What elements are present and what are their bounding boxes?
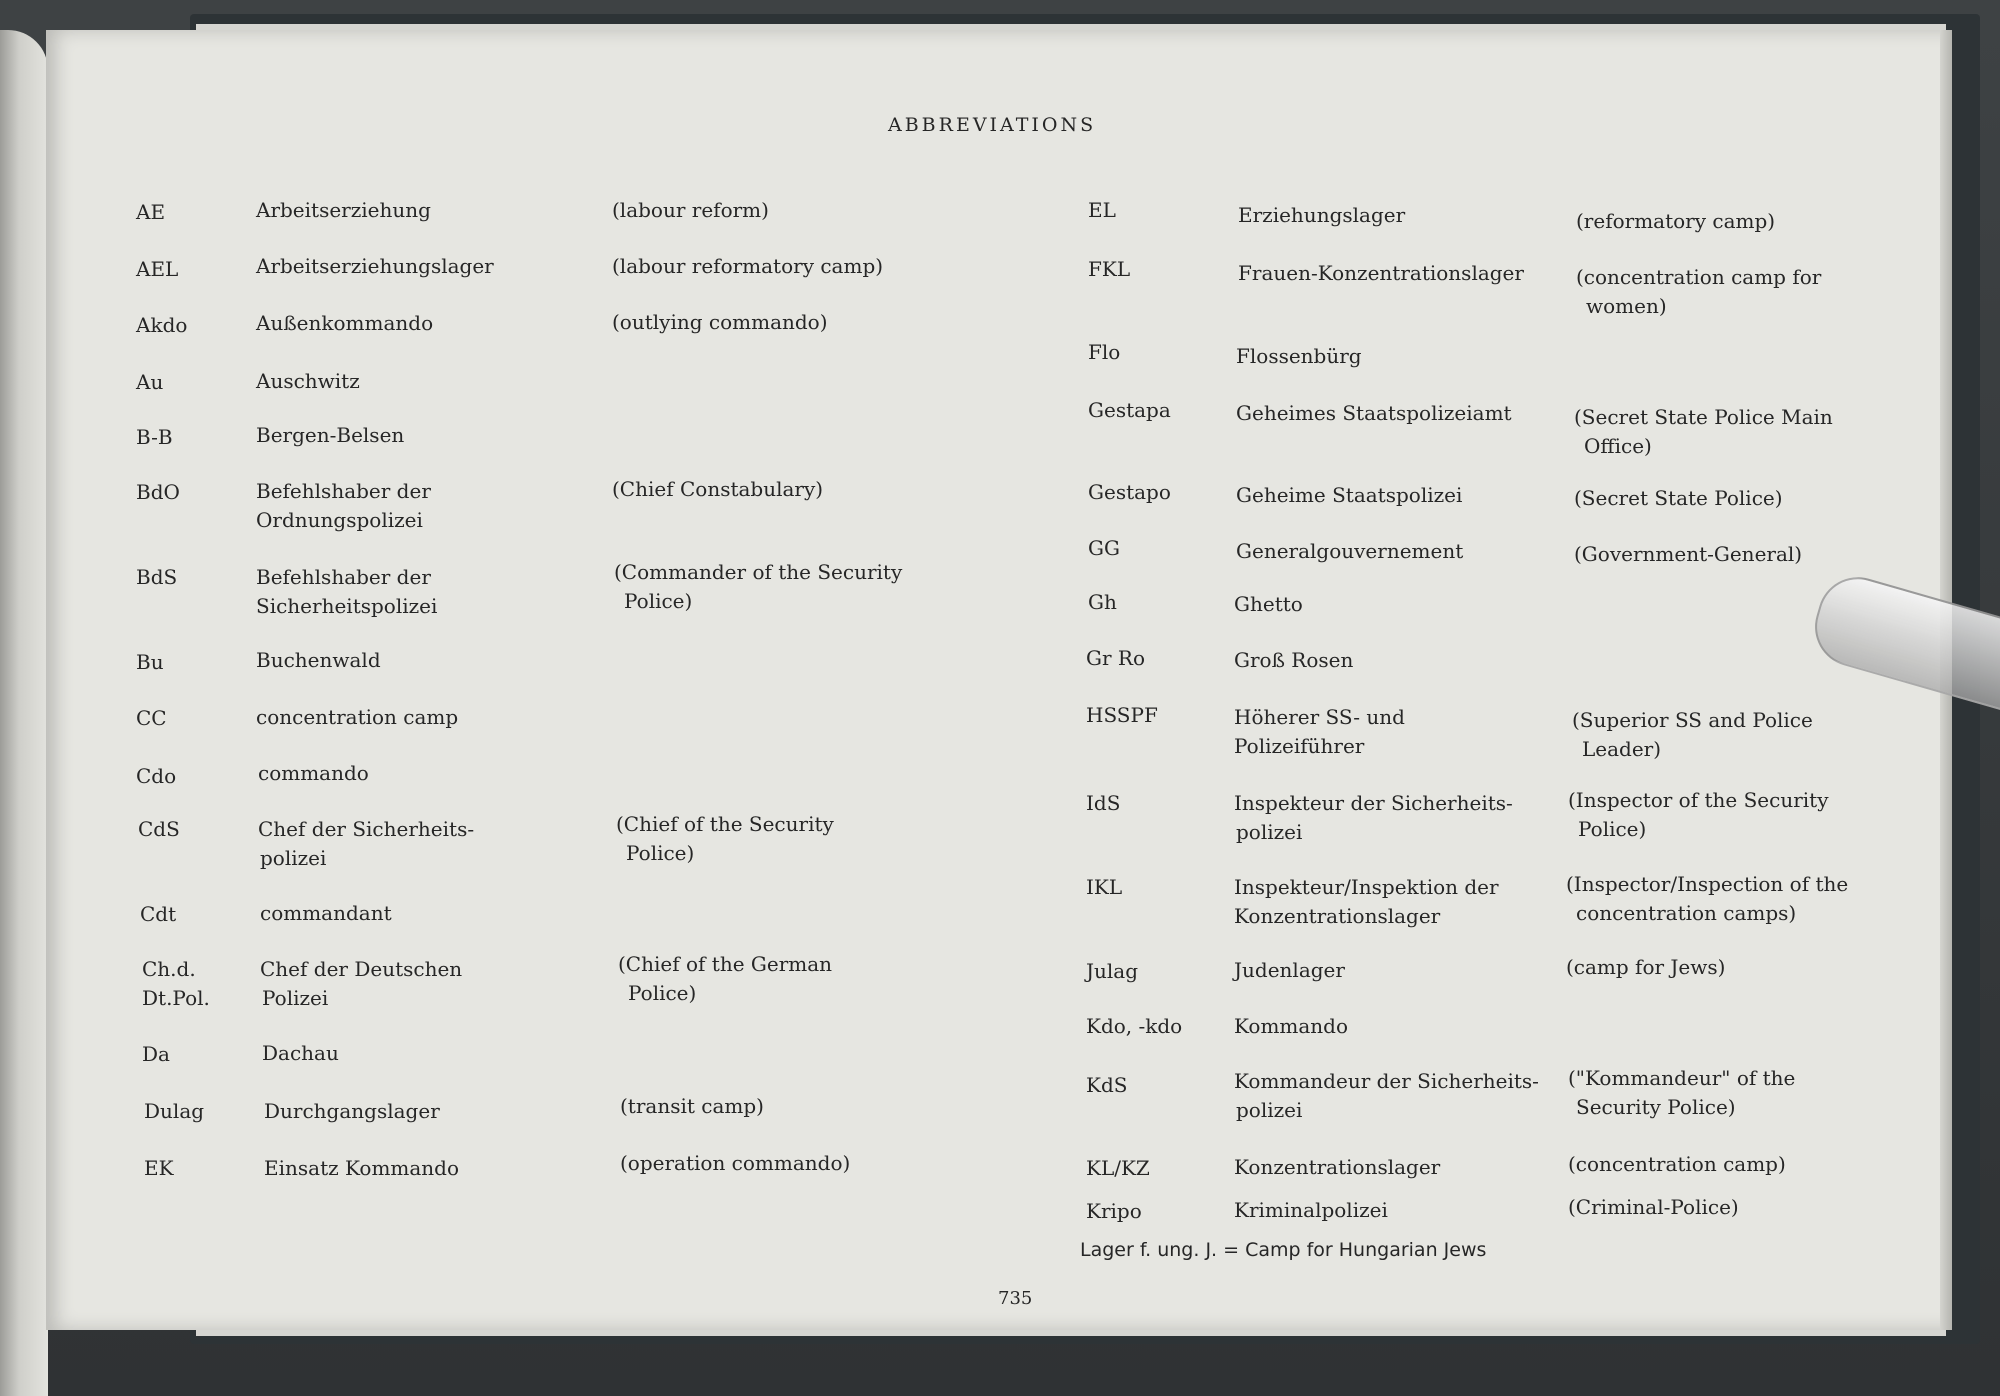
abbr-gestapo: Gestapo <box>1088 480 1171 504</box>
english-ikl-1: (Inspector/Inspection of the <box>1566 872 1849 896</box>
german-ek: Einsatz Kommando <box>264 1156 460 1180</box>
english-chd-1: (Chief of the German <box>618 952 833 976</box>
abbr-ek: EK <box>144 1156 174 1180</box>
german-ids-1: Inspekteur der Sicherheits- <box>1234 791 1513 815</box>
abbr-julag: Julag <box>1086 959 1139 983</box>
english-cds-1: (Chief of the Security <box>616 812 834 836</box>
abbr-kds: KdS <box>1086 1073 1128 1097</box>
german-chd-2: Polizei <box>262 986 329 1010</box>
abbr-ids: IdS <box>1086 791 1121 815</box>
german-au: Auschwitz <box>256 369 360 393</box>
german-ikl-1: Inspekteur/Inspektion der <box>1234 875 1499 899</box>
abbr-bds: BdS <box>136 565 178 589</box>
german-gg: Generalgouvernement <box>1236 539 1464 563</box>
german-ikl-2: Konzentrationslager <box>1234 904 1441 928</box>
german-kl-kz: Konzentrationslager <box>1234 1155 1441 1179</box>
english-ael: (labour reformatory camp) <box>612 254 884 278</box>
abbr-el: EL <box>1088 198 1116 222</box>
abbr-kripo: Kripo <box>1086 1199 1142 1223</box>
german-julag: Judenlager <box>1234 958 1345 982</box>
german-cdt: commandant <box>260 901 392 925</box>
german-hsspf-2: Polizeiführer <box>1234 734 1365 758</box>
german-akdo: Außenkommando <box>256 311 434 335</box>
abbr-ikl: IKL <box>1086 875 1123 899</box>
english-bdo: (Chief Constabulary) <box>612 477 824 501</box>
german-ae: Arbeitserziehung <box>256 198 431 222</box>
abbr-da: Da <box>142 1042 170 1066</box>
abbr-chd-2: Dt.Pol. <box>142 986 210 1010</box>
german-bdo-2: Ordnungspolizei <box>256 508 423 532</box>
footnote: Lager f. ung. J. = Camp for Hungarian Jews <box>1080 1239 1487 1261</box>
english-kripo: (Criminal-Police) <box>1568 1195 1739 1219</box>
german-fkl: Frauen-Konzentrationslager <box>1238 261 1524 285</box>
page-title: ABBREVIATIONS <box>888 114 1097 136</box>
english-kl-kz: (concentration camp) <box>1568 1152 1786 1176</box>
abbr-flo: Flo <box>1088 340 1121 364</box>
german-hsspf-1: Höherer SS- und <box>1234 705 1405 729</box>
german-bds-1: Befehlshaber der <box>256 565 431 589</box>
german-cdo: commando <box>258 761 369 785</box>
abbr-cds: CdS <box>138 817 180 841</box>
abbr-fkl: FKL <box>1088 257 1131 281</box>
english-cds-2: Police) <box>626 841 695 865</box>
english-kds-1: ("Kommandeur" of the <box>1568 1066 1796 1090</box>
german-kdo: Kommando <box>1234 1014 1349 1038</box>
abbr-ael: AEL <box>136 257 179 281</box>
german-b-b: Bergen-Belsen <box>256 423 405 447</box>
abbr-cdo: Cdo <box>136 764 177 788</box>
german-gh: Ghetto <box>1234 592 1303 616</box>
abbr-hsspf: HSSPF <box>1086 703 1158 727</box>
abbr-au: Au <box>136 370 164 394</box>
english-bds-1: (Commander of the Security <box>614 560 903 584</box>
german-kripo: Kriminalpolizei <box>1234 1198 1388 1222</box>
german-cds-2: polizei <box>260 846 327 870</box>
german-ael: Arbeitserziehungslager <box>256 254 494 278</box>
english-ae: (labour reform) <box>612 198 769 222</box>
german-gr-ro: Groß Rosen <box>1234 648 1354 672</box>
english-hsspf-2: Leader) <box>1582 737 1662 761</box>
abbr-bdo: BdO <box>136 480 180 504</box>
english-chd-2: Police) <box>628 981 697 1005</box>
page-number: 735 <box>998 1288 1033 1309</box>
german-cds-1: Chef der Sicherheits- <box>258 817 475 841</box>
abbr-gg: GG <box>1088 536 1120 560</box>
english-julag: (camp for Jews) <box>1566 955 1726 979</box>
german-bds-2: Sicherheitspolizei <box>256 594 438 618</box>
german-gestapa: Geheimes Staatspolizeiamt <box>1236 401 1512 425</box>
german-cc: concentration camp <box>256 705 459 729</box>
german-da: Dachau <box>262 1041 339 1065</box>
abbr-kdo: Kdo, -kdo <box>1086 1014 1183 1038</box>
english-akdo: (outlying commando) <box>612 310 828 334</box>
english-hsspf-1: (Superior SS and Police <box>1572 708 1813 732</box>
german-kds-1: Kommandeur der Sicherheits- <box>1234 1069 1539 1093</box>
english-gg: (Government-General) <box>1574 542 1803 566</box>
german-gestapo: Geheime Staatspolizei <box>1236 483 1463 507</box>
german-flo: Flossenbürg <box>1236 344 1362 368</box>
left-page-curl <box>0 30 48 1396</box>
german-ids-2: polizei <box>1236 820 1303 844</box>
english-el: (reformatory camp) <box>1576 209 1776 233</box>
german-bu: Buchenwald <box>256 648 381 672</box>
abbr-gestapa: Gestapa <box>1088 398 1171 422</box>
english-dulag: (transit camp) <box>620 1094 764 1118</box>
abbr-ae: AE <box>136 200 166 224</box>
abbr-kl-kz: KL/KZ <box>1086 1156 1150 1180</box>
german-kds-2: polizei <box>1236 1098 1303 1122</box>
abbr-gr-ro: Gr Ro <box>1086 646 1145 670</box>
english-gestapa-2: Office) <box>1584 434 1652 458</box>
abbr-akdo: Akdo <box>136 313 188 337</box>
english-ikl-2: concentration camps) <box>1576 901 1797 925</box>
abbr-bu: Bu <box>136 650 164 674</box>
english-ids-1: (Inspector of the Security <box>1568 788 1829 812</box>
english-gestapa-1: (Secret State Police Main <box>1574 405 1833 429</box>
abbr-chd-1: Ch.d. <box>142 957 196 981</box>
english-bds-2: Police) <box>624 589 693 613</box>
english-gestapo: (Secret State Police) <box>1574 486 1783 510</box>
english-fkl-1: (concentration camp for <box>1576 265 1822 289</box>
english-kds-2: Security Police) <box>1576 1095 1736 1119</box>
german-el: Erziehungslager <box>1238 203 1406 227</box>
english-ek: (operation commando) <box>620 1151 851 1175</box>
abbr-gh: Gh <box>1088 590 1117 614</box>
abbr-b-b: B-B <box>136 425 173 449</box>
german-chd-1: Chef der Deutschen <box>260 957 463 981</box>
german-bdo-1: Befehlshaber der <box>256 479 431 503</box>
german-dulag: Durchgangslager <box>264 1099 440 1123</box>
english-fkl-2: women) <box>1586 294 1667 318</box>
abbr-cdt: Cdt <box>140 902 177 926</box>
abbr-dulag: Dulag <box>144 1099 205 1123</box>
english-ids-2: Police) <box>1578 817 1647 841</box>
abbr-cc: CC <box>136 706 167 730</box>
